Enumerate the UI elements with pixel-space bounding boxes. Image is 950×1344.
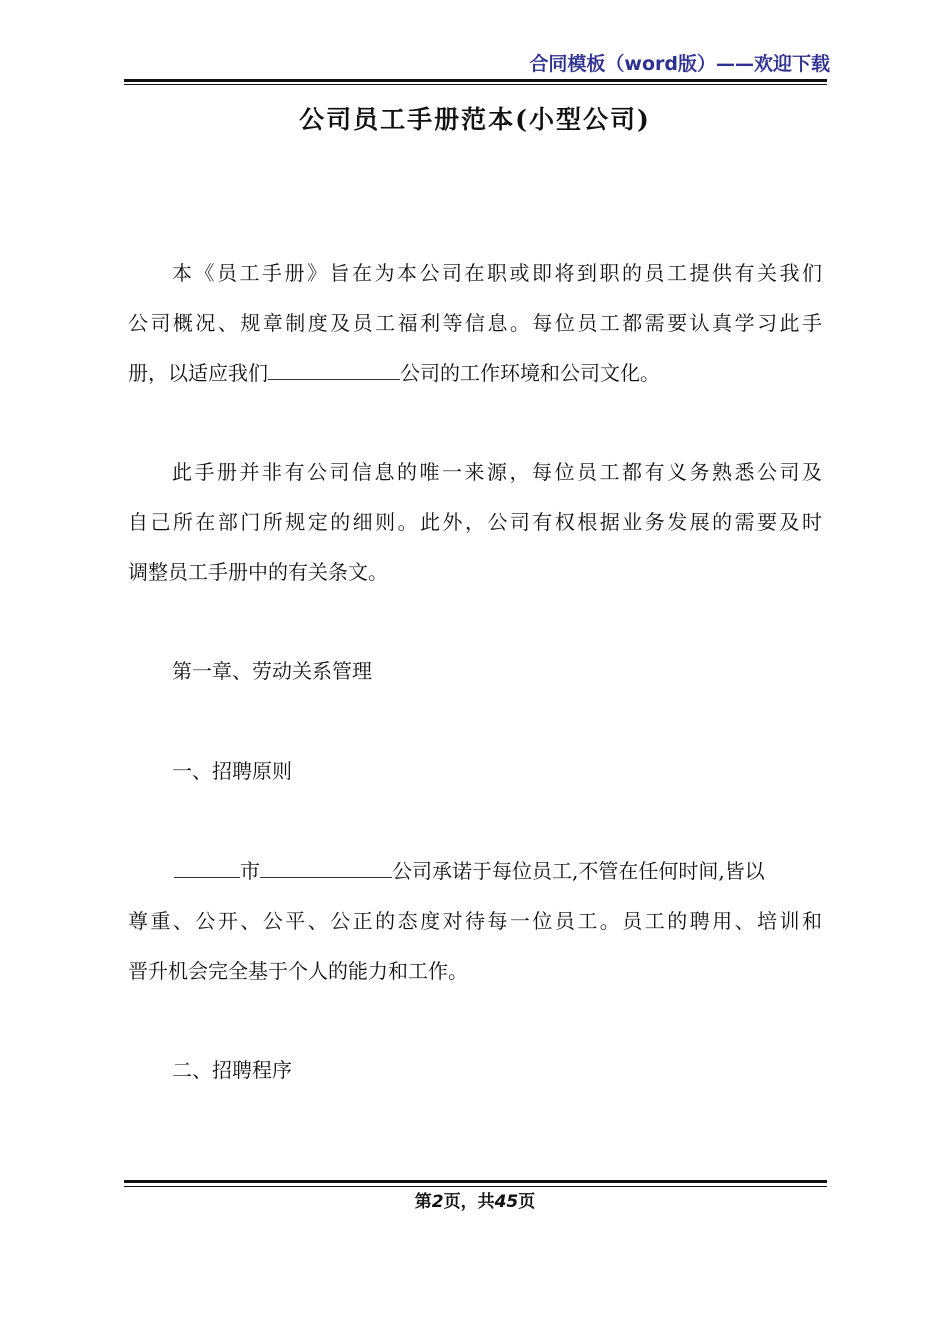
section-title: 二、招聘程序 xyxy=(172,1058,292,1082)
chapter-heading xyxy=(128,646,822,696)
paragraph-intro xyxy=(128,248,822,398)
paragraph-line: 此手册并非有公司信息的唯一来源，每位员工都有义务熟悉公司及 xyxy=(172,460,822,484)
company-name-blank xyxy=(268,357,400,380)
paragraph-line: 尊重、公开、公平、公正的态度对待每一位员工。员工的聘用、培训和 xyxy=(128,909,822,933)
page-label: 第 xyxy=(414,1192,432,1212)
city-blank xyxy=(174,855,240,878)
page-number xyxy=(0,1187,950,1212)
paragraph-text: 公司的工作环境和公司文化。 xyxy=(400,361,660,385)
document-title: 公司员工手册范本(小型公司) xyxy=(299,105,651,134)
paragraph-line: 本《员工手册》旨在为本公司在职或即将到职的员工提供有关我们 xyxy=(172,261,822,285)
paragraph-text: 市 xyxy=(240,859,260,883)
paragraph-text: 册，以适应我们 xyxy=(128,361,268,385)
page-label: 页，共 xyxy=(443,1192,495,1212)
total-pages: 45 xyxy=(494,1192,519,1212)
paragraph-line: 自己所在部门所规定的细则。此外，公司有权根据业务发展的需要及时 xyxy=(128,510,822,534)
header-rule-thin xyxy=(124,84,827,85)
section-heading xyxy=(128,1045,822,1095)
section-heading xyxy=(128,746,822,796)
paragraph-source xyxy=(128,447,822,597)
footer-rule-thick xyxy=(124,1180,827,1183)
chapter-title: 第一章、劳动关系管理 xyxy=(172,659,372,683)
header-rule-thick xyxy=(124,79,827,82)
paragraph-line: 调整员工手册中的有关条文。 xyxy=(128,560,388,584)
paragraph-recruitment xyxy=(128,846,822,996)
paragraph-line xyxy=(128,846,822,896)
current-page: 2 xyxy=(431,1192,444,1212)
section-title: 一、招聘原则 xyxy=(172,759,292,783)
paragraph-line: 晋升机会完全基于个人的能力和工作。 xyxy=(128,959,468,983)
page-label: 页 xyxy=(518,1192,536,1212)
header-banner: 合同模板（word版）——欢迎下载 xyxy=(529,53,830,75)
paragraph-text: 公司承诺于每位员工,不管在任何时间,皆以 xyxy=(392,859,765,883)
company-name-blank xyxy=(260,855,392,878)
paragraph-line xyxy=(128,348,822,398)
paragraph-line: 公司概况、规章制度及员工福利等信息。每位员工都需要认真学习此手 xyxy=(128,311,822,335)
